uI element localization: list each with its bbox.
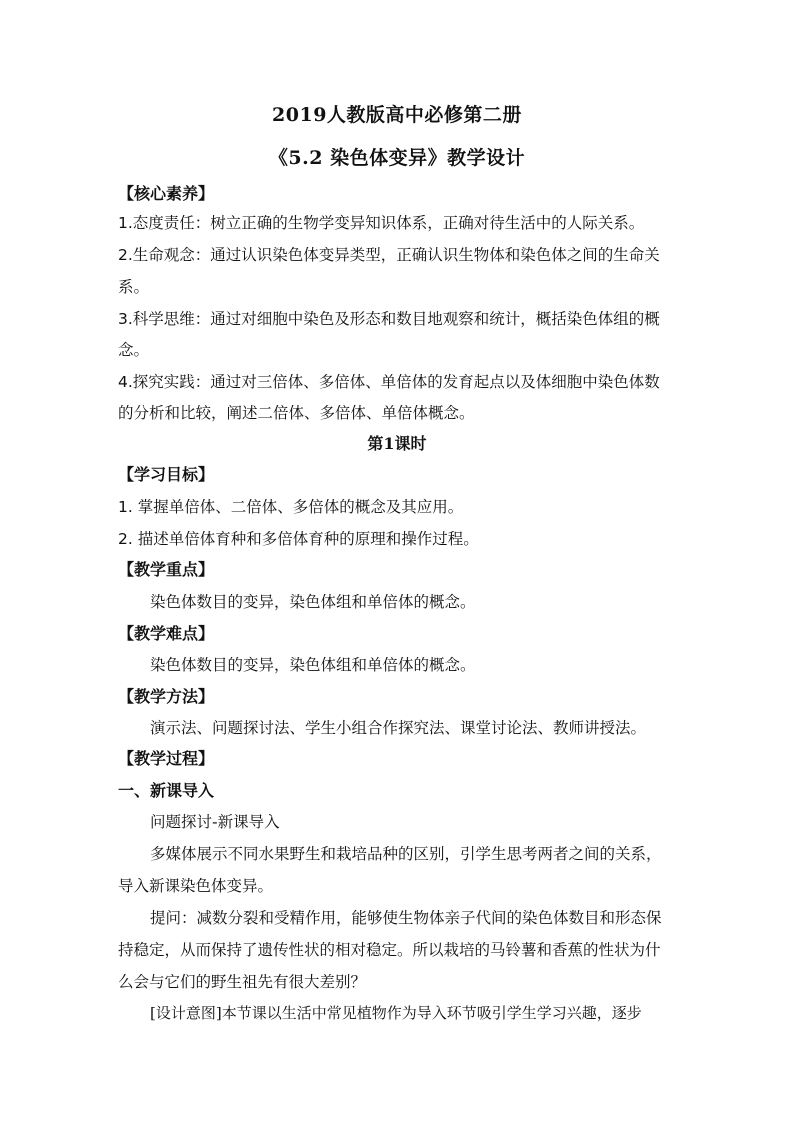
learning-goal-item: 1. 掌握单倍体、二倍体、多倍体的概念及其应用。 xyxy=(118,498,464,516)
paragraph-line: 么会与它们的野生祖先有很大差别？ xyxy=(118,973,367,991)
core-literacy-line: 4.探究实践：通过对三倍体、多倍体、单倍体的发育起点以及体细胞中染色体数 xyxy=(118,373,660,391)
core-literacy-line: 2.生命观念：通过认识染色体变异类型，正确认识生物体和染色体之间的生命关 xyxy=(118,246,660,264)
core-literacy-line: 3.科学思维：通过对细胞中染色及形态和数目地观察和统计，概括染色体组的概 xyxy=(118,310,660,328)
methods-heading: 【教学方法】 xyxy=(118,687,215,706)
core-literacy-line: 系。 xyxy=(118,278,150,296)
core-literacy-heading: 【核心素养】 xyxy=(118,184,215,203)
document-title: 2019人教版高中必修第二册 xyxy=(272,104,522,126)
design-intent-line: [设计意图]本节课以生活中常见植物作为导入环节吸引学生学习兴趣，逐步 xyxy=(150,1004,642,1022)
key-points-text: 染色体数目的变异，染色体组和单倍体的概念。 xyxy=(150,593,476,611)
lesson-label: 第1课时 xyxy=(367,434,427,453)
learning-goal-item: 2. 描述单倍体育种和多倍体育种的原理和操作过程。 xyxy=(118,530,479,548)
core-literacy-line: 1.态度责任：树立正确的生物学变异知识体系，正确对待生活中的人际关系。 xyxy=(118,214,645,232)
subsection-label: 问题探讨-新课导入 xyxy=(150,813,280,831)
document-subtitle: 《5.2 染色体变异》教学设计 xyxy=(268,147,526,169)
core-literacy-line: 念。 xyxy=(118,341,150,359)
paragraph-line: 持稳定，从而保持了遗传性状的相对稳定。所以栽培的马铃薯和香蕉的性状为什 xyxy=(118,941,661,959)
core-literacy-line: 的分析和比较，阐述二倍体、多倍体、单倍体概念。 xyxy=(118,404,475,422)
difficulties-text: 染色体数目的变异，染色体组和单倍体的概念。 xyxy=(150,656,476,674)
process-heading: 【教学过程】 xyxy=(118,749,215,768)
paragraph-line: 多媒体展示不同水果野生和栽培品种的区别，引学生思考两者之间的关系， xyxy=(150,845,662,863)
paragraph-line: 导入新课染色体变异。 xyxy=(118,877,274,895)
section-heading: 一、新课导入 xyxy=(118,781,215,800)
difficulties-heading: 【教学难点】 xyxy=(118,624,215,643)
methods-text: 演示法、问题探讨法、学生小组合作探究法、课堂讨论法、教师讲授法。 xyxy=(150,719,647,737)
paragraph-line: 提问：减数分裂和受精作用，能够使生物体亲子代间的染色体数目和形态保 xyxy=(150,909,662,927)
learning-goals-heading: 【学习目标】 xyxy=(118,465,215,484)
key-points-heading: 【教学重点】 xyxy=(118,560,215,579)
